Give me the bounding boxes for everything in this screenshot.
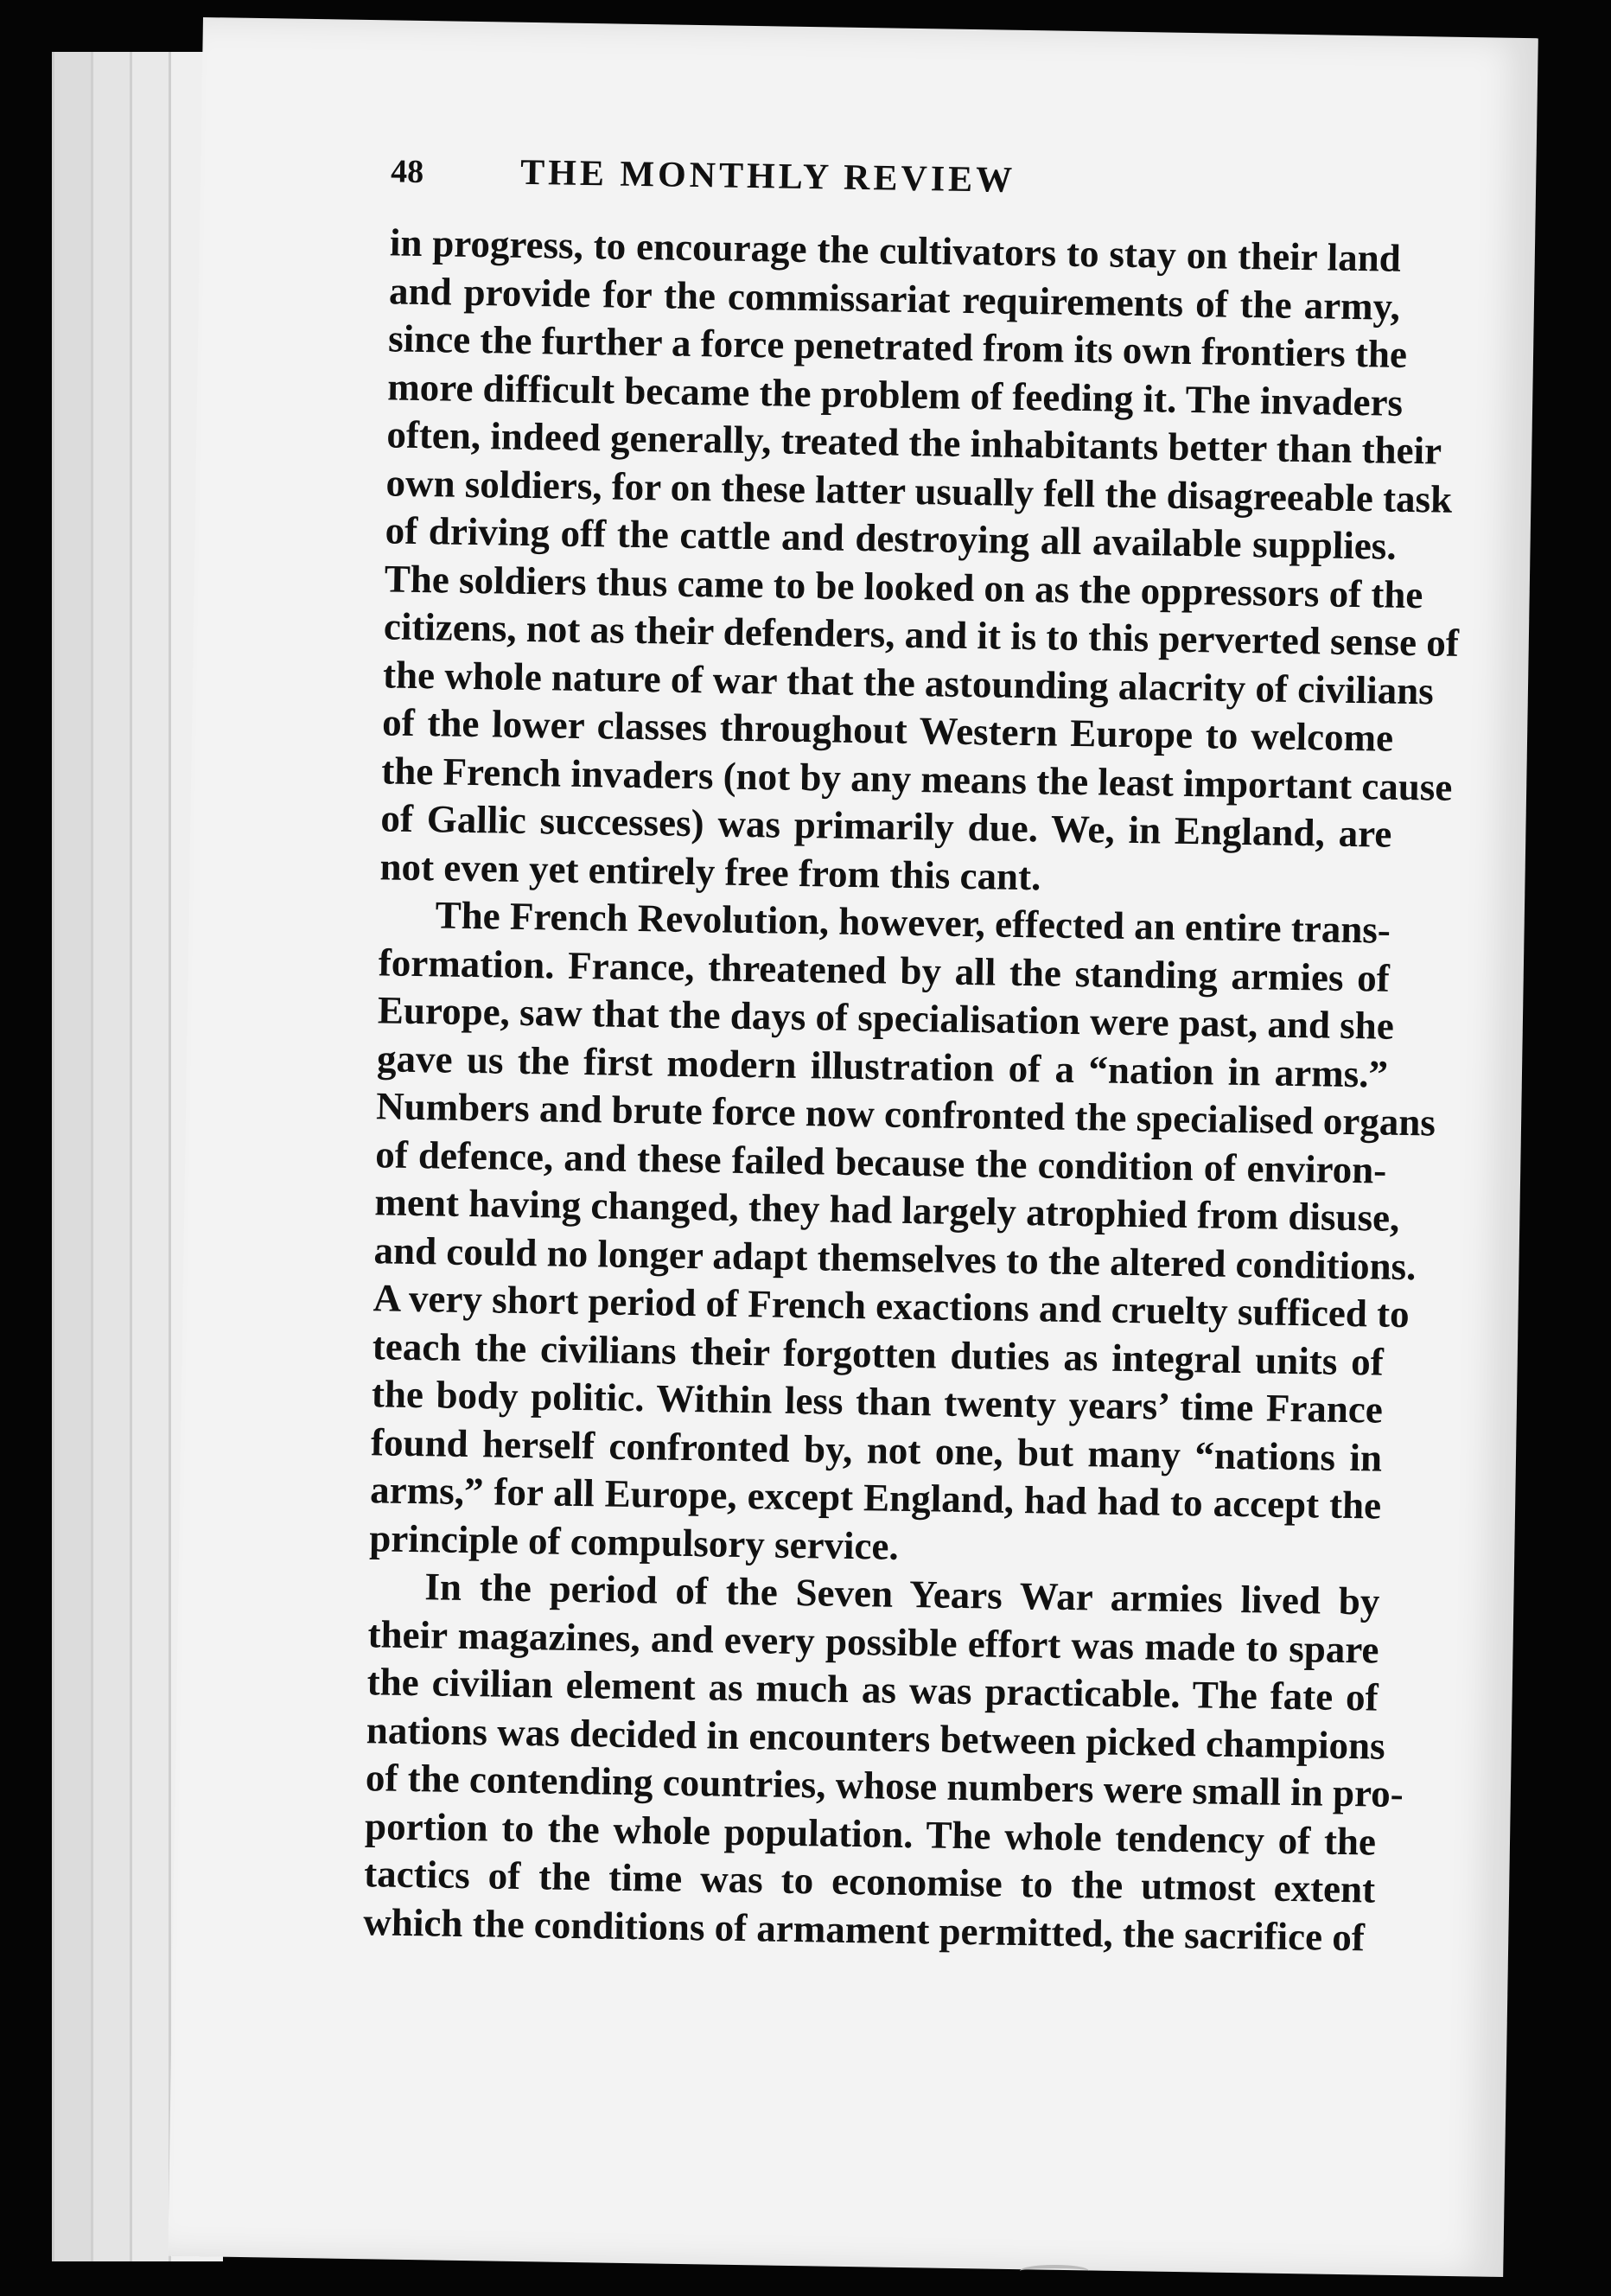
text-line: The French Revolution, however, effected an entire trans- bbox=[435, 893, 1391, 952]
text-line: A very short period of French exactions and cruelty sufficed to bbox=[373, 1276, 1410, 1336]
text-line: Europe, saw that the days of specialisation were past, and she bbox=[377, 988, 1395, 1048]
text-line: in progress, to encourage the cultivators to stay on their land bbox=[389, 220, 1402, 280]
running-head: THE MONTHLY REVIEW bbox=[519, 152, 1016, 201]
text-line: Numbers and brute force now confronted the specialised organs bbox=[375, 1084, 1436, 1145]
text-line: often, indeed generally, treated the inhabitants better than their bbox=[386, 412, 1442, 473]
text-line: tactics of the time was to economise to the utmost extent bbox=[363, 1852, 1376, 1911]
text-line: more difficult became the problem of feeding it. The invaders bbox=[386, 364, 1404, 424]
paragraph bbox=[363, 1562, 1404, 1961]
text-line: and provide for the commissariat requirements of the army, bbox=[388, 268, 1401, 328]
text-line: citizens, not as their defenders, and it is to this perverted sense of bbox=[383, 604, 1460, 665]
text-line: the civilian element as much as was practicable. The fate of bbox=[366, 1660, 1379, 1719]
text-line: principle of compulsory service. bbox=[369, 1515, 900, 1568]
page-content bbox=[363, 150, 1460, 1961]
text-line: the French invaders (not by any means the least important cause bbox=[380, 748, 1453, 809]
text-line: since the further a force penetrated from its own frontiers the bbox=[387, 316, 1408, 376]
paragraph bbox=[379, 219, 1460, 906]
text-line: The soldiers thus came to be looked on as the oppressors of the bbox=[384, 556, 1423, 616]
paragraph bbox=[369, 890, 1436, 1578]
text-line: nations was decided in encounters between picked champions bbox=[366, 1707, 1386, 1768]
text-line: the whole nature of war that the astounding alacrity of civilians bbox=[382, 652, 1435, 712]
text-line: of the contending countries, whose numbers were small in pro- bbox=[365, 1756, 1404, 1816]
text-line: formation. France, threatened by all the standing armies of bbox=[378, 940, 1391, 1000]
text-line: ment having changed, they had largely atrophied from disuse, bbox=[374, 1180, 1400, 1240]
text-line: the body politic. Within less than twenty years’ time France bbox=[371, 1372, 1384, 1432]
text-line: own soldiers, for on these latter usually fell the disagreeable task bbox=[385, 460, 1453, 521]
book-page bbox=[168, 17, 1538, 2277]
text-line: of the lower classes throughout Western Europe to welcome bbox=[381, 700, 1394, 760]
text-line: of driving off the cattle and destroying all available supplies. bbox=[385, 508, 1397, 568]
text-line: arms,” for all Europe, except England, had had to accept the bbox=[369, 1468, 1382, 1527]
text-line: portion to the whole population. The whole tendency of the bbox=[364, 1803, 1377, 1864]
text-line: not even yet entirely free from this cant. bbox=[379, 844, 1041, 898]
text-line: which the conditions of armament permitted, the sacrifice of bbox=[363, 1899, 1366, 1959]
page-number: 48 bbox=[390, 153, 424, 191]
text-line: found herself confronted by, not one, but many “nations in bbox=[370, 1419, 1383, 1480]
text-line: In the period of the Seven Years War armies lived by bbox=[424, 1565, 1380, 1623]
text-line: and could no longer adapt themselves to the altered conditions. bbox=[373, 1228, 1417, 1288]
text-line: gave us the first modern illustration of a “nation in arms.” bbox=[376, 1036, 1389, 1096]
text-line: of defence, and these failed because the condition of environ- bbox=[374, 1132, 1387, 1192]
text-line: their magazines, and every possible effort was made to spare bbox=[367, 1611, 1379, 1672]
body-text bbox=[363, 219, 1460, 1961]
text-line: of Gallic successes) was primarily due. We, in England, are bbox=[380, 796, 1392, 856]
text-line: teach the civilians their forgotten duties as integral units of bbox=[372, 1323, 1385, 1384]
scan-artifact bbox=[1020, 2265, 1089, 2277]
